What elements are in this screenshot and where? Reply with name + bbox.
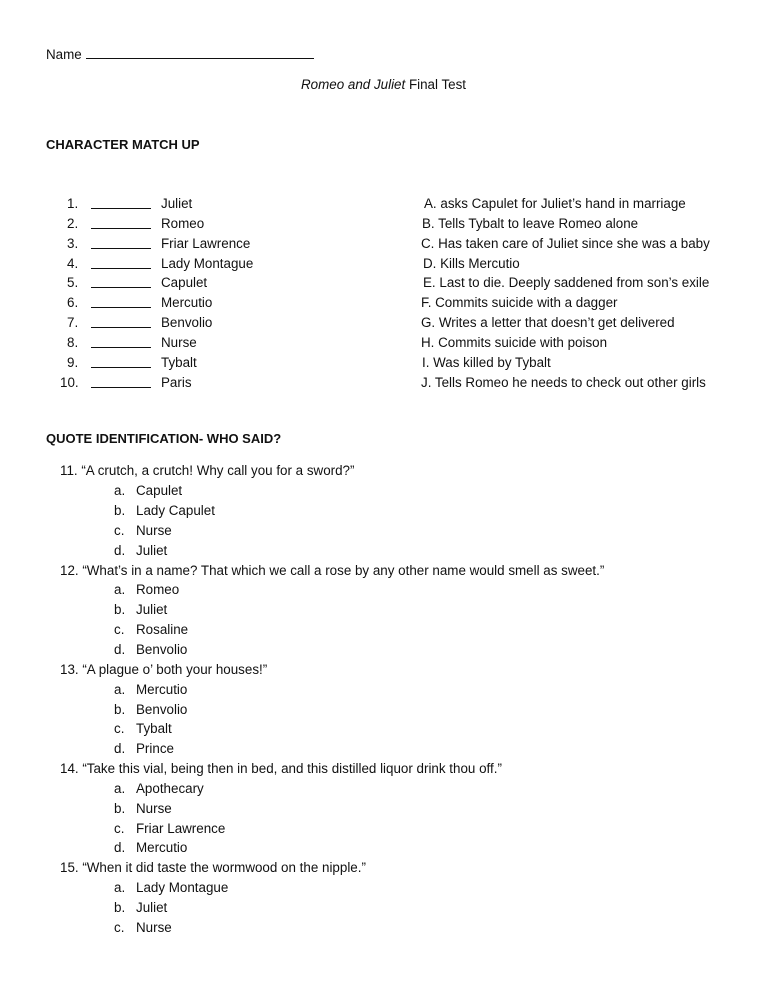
option-letter: c. (114, 523, 125, 538)
character-name: Mercutio (161, 295, 213, 310)
answer-blank[interactable] (91, 327, 151, 328)
match-number: 10. (60, 375, 79, 390)
match-row (0, 295, 768, 315)
character-name: Juliet (161, 196, 193, 211)
option-letter: d. (114, 741, 126, 756)
option-letter: a. (114, 880, 126, 895)
answer-blank[interactable] (91, 268, 151, 269)
answer-blank[interactable] (91, 367, 151, 368)
character-name: Benvolio (161, 315, 213, 330)
option-text: Lady Montague (136, 880, 229, 895)
match-number: 3. (67, 236, 79, 251)
question-15: 15. “When it did taste the wormwood on the nipple.” (60, 860, 366, 875)
question-11: 11. “A crutch, a crutch! Why call you for a sword?” (60, 463, 355, 478)
document-title (301, 77, 466, 93)
option-letter: d. (114, 642, 126, 657)
character-name: Nurse (161, 335, 197, 350)
character-description: A. asks Capulet for Juliet’s hand in marriage (424, 196, 686, 211)
option-text: Nurse (136, 801, 172, 816)
option-text: Mercutio (136, 682, 188, 697)
option-letter: c. (114, 721, 125, 736)
character-name: Romeo (161, 216, 205, 231)
name-label: Name (46, 47, 82, 62)
match-row (0, 355, 768, 375)
answer-blank[interactable] (91, 208, 151, 209)
option-letter: a. (114, 682, 126, 697)
option-text: Prince (136, 741, 174, 756)
option-text: Benvolio (136, 642, 188, 657)
match-row (0, 335, 768, 355)
section-heading-quote-identification: QUOTE IDENTIFICATION- WHO SAID? (46, 431, 282, 446)
answer-blank[interactable] (91, 307, 151, 308)
answer-blank[interactable] (91, 287, 151, 288)
match-number: 5. (67, 275, 79, 290)
match-number: 9. (67, 355, 79, 370)
option-letter: b. (114, 801, 126, 816)
character-description: D. Kills Mercutio (423, 256, 520, 271)
question-14: 14. “Take this vial, being then in bed, and this distilled liquor drink thou off.” (60, 761, 502, 776)
option-letter: a. (114, 483, 126, 498)
match-row (0, 236, 768, 256)
option-text: Benvolio (136, 702, 188, 717)
match-number: 7. (67, 315, 79, 330)
character-description: F. Commits suicide with a dagger (421, 295, 618, 310)
character-name: Capulet (161, 275, 208, 290)
option-letter: b. (114, 702, 126, 717)
title-suffix: Final Test (405, 77, 466, 92)
character-description: E. Last to die. Deeply saddened from son’s exile (423, 275, 710, 290)
character-description: I. Was killed by Tybalt (422, 355, 551, 370)
character-name: Friar Lawrence (161, 236, 251, 251)
option-letter: c. (114, 920, 125, 935)
character-description: H. Commits suicide with poison (421, 335, 608, 350)
option-text: Apothecary (136, 781, 204, 796)
match-number: 8. (67, 335, 79, 350)
answer-blank[interactable] (91, 228, 151, 229)
title-play-name: Romeo and Juliet (301, 77, 406, 92)
question-12: 12. “What’s in a name? That which we call a rose by any other name would smell as sweet.” (60, 563, 605, 578)
option-letter: b. (114, 503, 126, 518)
option-letter: c. (114, 821, 125, 836)
character-description: C. Has taken care of Juliet since she was a baby (421, 236, 710, 251)
option-letter: b. (114, 900, 126, 915)
match-row (0, 216, 768, 236)
option-text: Juliet (136, 543, 168, 558)
name-field-row (46, 46, 314, 63)
match-row (0, 196, 768, 216)
option-text: Capulet (136, 483, 183, 498)
option-letter: b. (114, 602, 126, 617)
option-text: Nurse (136, 523, 172, 538)
match-row (0, 375, 768, 395)
option-letter: d. (114, 543, 126, 558)
answer-blank[interactable] (91, 347, 151, 348)
option-letter: a. (114, 781, 126, 796)
option-text: Romeo (136, 582, 180, 597)
character-name: Paris (161, 375, 192, 390)
option-text: Tybalt (136, 721, 172, 736)
answer-blank[interactable] (91, 248, 151, 249)
question-13: 13. “A plague o’ both your houses!” (60, 662, 268, 677)
answer-blank[interactable] (91, 387, 151, 388)
character-description: J. Tells Romeo he needs to check out other girls (421, 375, 706, 390)
match-number: 6. (67, 295, 79, 310)
option-text: Juliet (136, 602, 168, 617)
option-text: Rosaline (136, 622, 189, 637)
character-description: B. Tells Tybalt to leave Romeo alone (422, 216, 639, 231)
match-number: 1. (67, 196, 79, 211)
match-number: 4. (67, 256, 79, 271)
match-row (0, 256, 768, 276)
section-heading-character-match: CHARACTER MATCH UP (46, 137, 200, 152)
name-blank-line[interactable] (86, 46, 314, 59)
option-text: Lady Capulet (136, 503, 215, 518)
match-number: 2. (67, 216, 79, 231)
option-letter: a. (114, 582, 126, 597)
option-text: Friar Lawrence (136, 821, 226, 836)
option-text: Juliet (136, 900, 168, 915)
match-row (0, 315, 768, 335)
option-text: Mercutio (136, 840, 188, 855)
character-name: Tybalt (161, 355, 197, 370)
character-name: Lady Montague (161, 256, 254, 271)
character-description: G. Writes a letter that doesn’t get delivered (421, 315, 675, 330)
option-letter: c. (114, 622, 125, 637)
match-row (0, 275, 768, 295)
option-letter: d. (114, 840, 126, 855)
option-text: Nurse (136, 920, 172, 935)
